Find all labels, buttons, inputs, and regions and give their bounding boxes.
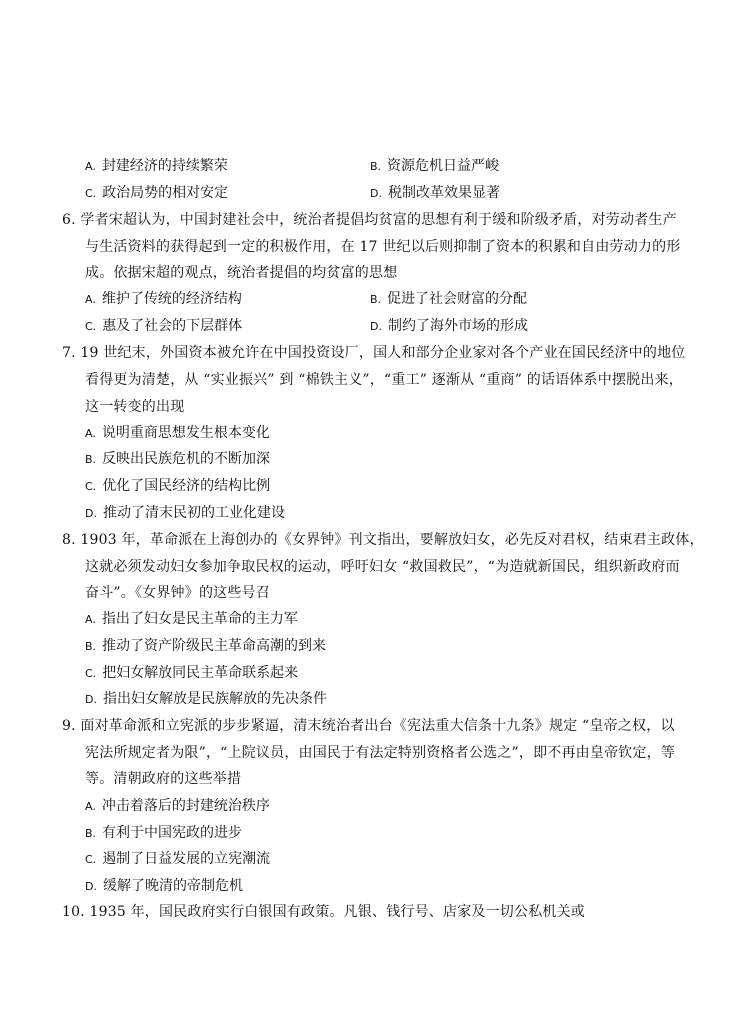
q7-stem-line-1: 7. 19 世纪末，外国资本被允许在中国投资设厂，国人和部分企业家对各个产业在国民经济中的地位 (62, 345, 686, 361)
q9-option-b (85, 823, 242, 844)
q8-option-b (85, 636, 326, 657)
option-text: 指出了妇女是民主革命的主力军 (101, 611, 298, 627)
q7-option-a (85, 423, 270, 444)
option-letter: B. (85, 640, 97, 653)
option-letter: C. (85, 853, 97, 866)
q9-stem-line-3: 等。清朝政府的这些举措 (85, 771, 242, 787)
q9-option-a (85, 796, 270, 817)
option-text: 遏制了日益发展的立宪潮流 (102, 851, 271, 867)
q6-option-b (370, 289, 527, 310)
option-text: 说明重商思想发生根本变化 (101, 425, 270, 441)
q6-stem-line-3: 成。依据宋超的观点，统治者提倡的均贫富的思想 (85, 265, 398, 281)
q6-stem-line-1: 6. 学者宋超认为，中国封建社会中，统治者提倡均贫富的思想有利于缓和阶级矛盾，对劳动者生产 (62, 212, 677, 228)
option-letter: A. (85, 293, 96, 306)
q7-option-c (85, 476, 270, 497)
option-text: 政治局势的相对安定 (102, 185, 229, 201)
q6-option-c (85, 316, 242, 337)
q10-stem-line-1: 10. 1935 年，国民政府实行白银国有政策。凡银、钱行号、店家及一切公私机关或 (62, 904, 585, 920)
q6-stem-line-2: 与生活资料的获得起到一定的积极作用，在 17 世纪以后则抑制了资本的积累和自由劳动力的形 (85, 239, 681, 255)
option-letter: C. (85, 187, 97, 200)
q9-option-d (85, 876, 243, 897)
option-letter: C. (85, 667, 97, 680)
q5-option-a (85, 156, 228, 177)
option-text: 资源危机日益严峻 (387, 158, 500, 174)
option-text: 税制改革效果显著 (387, 185, 500, 201)
option-letter: A. (85, 613, 96, 626)
option-letter: A. (85, 160, 96, 173)
q7-option-d (85, 503, 285, 524)
option-letter: B. (85, 827, 97, 840)
option-text: 优化了国民经济的结构比例 (102, 478, 271, 494)
q7-stem-line-2: 看得更为清楚，从 “实业振兴” 到 “棉铁主义”，“重工” 逐渐从 “重商” 的话语体系中摆脱出来， (85, 372, 683, 388)
option-letter: D. (370, 320, 382, 333)
q8-option-a (85, 609, 298, 630)
q7-option-b (85, 449, 270, 470)
option-text: 反映出民族危机的不断加深 (102, 451, 271, 467)
q5-option-b (370, 156, 499, 177)
option-text: 把妇女解放同民主革命联系起来 (102, 665, 299, 681)
option-text: 维护了传统的经济结构 (101, 291, 242, 307)
option-letter: C. (85, 480, 97, 493)
q5-option-c (85, 183, 228, 204)
q7-stem-line-3: 这一转变的出现 (85, 399, 185, 415)
option-letter: A. (85, 800, 96, 813)
q8-option-d (85, 689, 327, 710)
q8-option-c (85, 663, 298, 684)
option-letter: B. (370, 293, 382, 306)
option-text: 促进了社会财富的分配 (387, 291, 528, 307)
option-text: 制约了海外市场的形成 (387, 318, 528, 334)
option-text: 封建经济的持续繁荣 (101, 158, 228, 174)
q6-option-d (370, 316, 528, 337)
q9-stem-line-2: 宪法所规定者为限”，“上院议员，由国民于有法定特别资格者公选之”，即不再由皇帝钦定，等 (85, 745, 676, 761)
option-letter: D. (85, 693, 97, 706)
option-text: 有利于中国宪政的进步 (102, 825, 243, 841)
option-text: 惠及了社会的下层群体 (102, 318, 243, 334)
q5-option-d (370, 183, 500, 204)
option-text: 指出妇女解放是民族解放的先决条件 (102, 691, 327, 707)
option-text: 冲击着落后的封建统治秩序 (101, 798, 270, 814)
option-text: 推动了清末民初的工业化建设 (102, 505, 285, 521)
option-letter: A. (85, 427, 96, 440)
q6-option-a (85, 289, 242, 310)
option-letter: D. (370, 187, 382, 200)
option-letter: D. (85, 507, 97, 520)
q9-option-c (85, 849, 270, 870)
q8-stem-line-3: 奋斗”。《女界钟》的这些号召 (85, 585, 270, 601)
option-letter: B. (85, 453, 97, 466)
q8-stem-line-2: 这就必须发动妇女参加争取民权的运动，呼吁妇女 “救国救民”，“为造就新国民，组织新政府而 (85, 559, 680, 575)
option-letter: C. (85, 320, 97, 333)
q8-stem-line-1: 8. 1903 年，革命派在上海创办的《女界钟》刊文指出，要解放妇女，必先反对君权，结束君主政体， (62, 532, 704, 548)
option-letter: D. (85, 880, 97, 893)
q9-stem-line-1: 9. 面对革命派和立宪派的步步紧逼，清末统治者出台《宪法重大信条十九条》规定 “皇帝之权，以 (62, 718, 675, 734)
option-letter: B. (370, 160, 382, 173)
option-text: 缓解了晚清的帝制危机 (102, 878, 243, 894)
option-text: 推动了资产阶级民主革命高潮的到来 (102, 638, 327, 654)
